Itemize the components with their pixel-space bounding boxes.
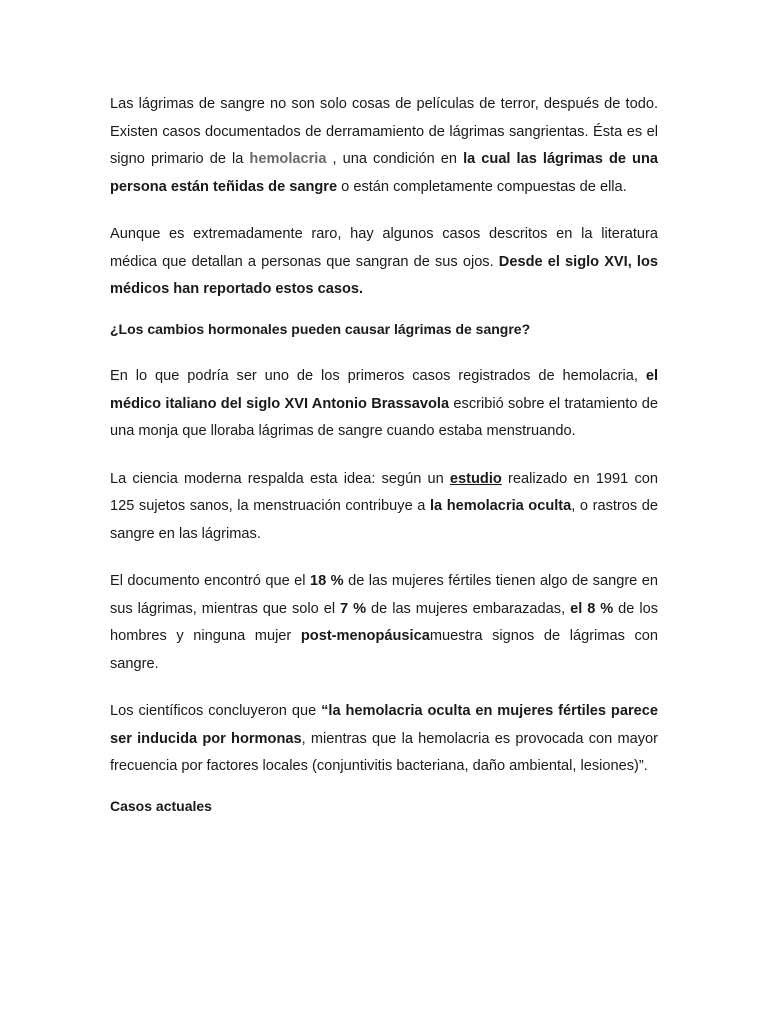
text-run: , una condición en [326, 151, 464, 167]
text-run: En lo que podría ser uno de los primeros casos registrados de hemolacria, [110, 368, 646, 384]
paragraph-study [110, 466, 658, 549]
hemolacria-term: hemolacria [249, 151, 327, 167]
document-page [110, 91, 658, 840]
text-run: Los científicos concluyeron que [110, 703, 322, 719]
bold-run: la hemolacria oculta [429, 498, 572, 514]
bold-run: 18 % [309, 573, 344, 589]
text-run: Las lágrimas de sangre no son solo cosas de películas de terror, después de todo. Existen casos documentados de derramamiento de lágrimas sangrientas. Ésta es el signo primario de la [110, 96, 658, 167]
text-run: , o rastros de sangre en las lágrimas. [110, 498, 658, 542]
text-run: de las mujeres embarazadas, [366, 600, 571, 617]
bold-run: el médico italiano del siglo XVI Antonio Brassavola [110, 368, 658, 412]
paragraph-brassavola [110, 363, 658, 446]
bold-run: el 8 % [570, 600, 614, 617]
bold-run: la cual las lágrimas de una persona están teñidas de sangre [110, 151, 658, 195]
text-run: , mientras que la hemolacria es provocada con mayor frecuencia por factores locales (conjuntivitis bacteriana, daño ambiental, lesiones)”. [110, 730, 658, 774]
paragraph-statistics [110, 568, 658, 678]
text-run: escribió sobre el tratamiento de una monja que lloraba lágrimas de sangre cuando estaba menstruando. [110, 395, 658, 439]
bold-run: post-menopáusica [300, 628, 430, 644]
text-run: de las mujeres fértiles tienen algo de sangre en sus lágrimas, mientras que solo el [110, 573, 658, 617]
text-run: La ciencia moderna respalda esta idea: según un [110, 470, 450, 487]
text-run: El documento encontró que el [110, 573, 310, 589]
paragraph-conclusion [110, 698, 658, 781]
text-run: realizado en 1991 con 125 sujetos sanos, la menstruación contribuye a [110, 470, 658, 514]
text-run: Aunque es extremadamente raro, hay algunos casos descritos en la literatura médica que detallan a personas que sangran de sus ojos. [110, 226, 658, 270]
text-run: muestra signos de lágrimas con sangre. [110, 628, 658, 672]
study-link[interactable]: estudio [449, 470, 502, 487]
text-run: o están completamente compuestas de ella. [337, 178, 627, 195]
paragraph-intro [110, 91, 658, 201]
text-run: de los hombres y ninguna mujer [110, 600, 659, 644]
bold-run: Desde el siglo XVI, los médicos han reportado estos casos. [110, 253, 658, 297]
bold-run: 7 % [340, 600, 367, 617]
paragraph-literature [110, 221, 658, 304]
bold-run: “la hemolacria oculta en mujeres fértiles parece ser inducida por hormonas [110, 703, 658, 747]
section-heading-current-cases: Casos actuales [110, 797, 212, 814]
section-heading-hormones: ¿Los cambios hormonales pueden causar lágrimas de sangre? [110, 320, 531, 337]
